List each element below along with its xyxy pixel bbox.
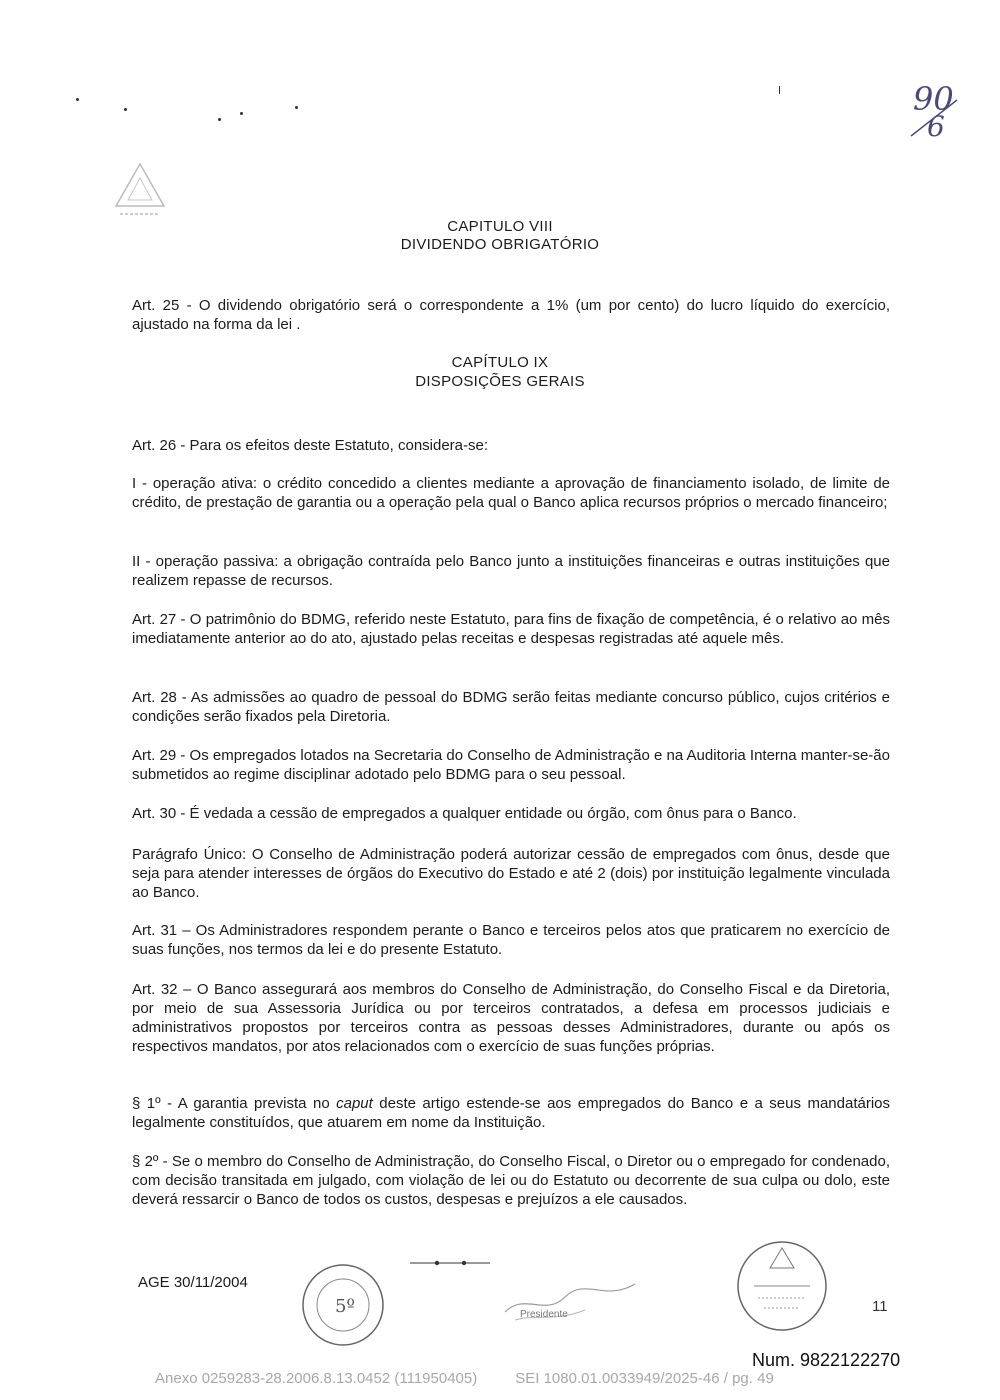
chapter-9-label: CAPÍTULO IX [451, 354, 549, 371]
signature-caption: Presidente [520, 1309, 568, 1320]
page-number: 11 [872, 1298, 888, 1315]
handwritten-folio-number [905, 80, 965, 150]
article-31: Art. 31 – Os Administradores respondem perante o Banco e terceiros pelos atos que praticarem no exercício de suas funções, nos termos da lei e do presente Estatuto. [132, 922, 890, 958]
stamp-left-text: 5º [335, 1296, 355, 1317]
chapter-8-title: DIVIDENDO OBRIGATÓRIO [400, 236, 600, 253]
section-separator [410, 1256, 490, 1268]
article-27: Art. 27 - O patrimônio do BDMG, referido neste Estatuto, para fins de fixação de competência, é o relativo ao mês imediatamente anterior ao do ato, ajustado pelas receitas e despesas registradas até aquele mês. [132, 611, 890, 647]
article-28: Art. 28 - As admissões ao quadro de pessoal do BDMG serão feitas mediante concurso público, cujos critérios e condições serão fixados pela Diretoria. [132, 689, 890, 725]
p1-before: § 1º - A garantia prevista no [132, 1095, 337, 1112]
p1-after: deste artigo estende-se aos empregados do Banco e a seus mandatários legalmente constituídos, que atuarem em nome da Instituição. [132, 1095, 890, 1131]
article-26-item-ii: II - operação passiva: a obrigação contraída pelo Banco junto a instituições financeiras e outras instituições que realizem repasse de recursos. [132, 553, 890, 589]
article-30: Art. 30 - É vedada a cessão de empregados a qualquer entidade ou órgão, com ônus para o Banco. [132, 805, 797, 822]
article-25: Art. 25 - O dividendo obrigatório será o correspondente a 1% (um por cento) do lucro líquido do exercício, ajustado na forma da lei . [132, 297, 890, 333]
p1-caput: caput [336, 1095, 373, 1112]
article-26-item-i: I - operação ativa: o crédito concedido a clientes mediante a aprovação de financiamento isolado, de limite de crédito, de prestação de garantia ou a operação pela qual o Banco aplica recursos próprios o mercado financeiro; [132, 475, 890, 511]
signature [495, 1272, 645, 1332]
article-26: Art. 26 - Para os efeitos deste Estatuto, considera-se: [132, 437, 489, 454]
folio-top: 90 [913, 80, 954, 118]
notary-seal-left [300, 1262, 386, 1348]
chapter-9-title: DISPOSIÇÕES GERAIS [415, 373, 585, 390]
footer-sei: SEI 1080.01.0033949/2025-46 / pg. 49 [515, 1370, 774, 1387]
footer-annex: Anexo 0259283-28.2006.8.13.0452 (111950405) [155, 1370, 478, 1387]
footer-reference [155, 1370, 774, 1387]
article-30-single-paragraph: Parágrafo Único: O Conselho de Administração poderá autorizar cessão de empregados com ônus, desde que seja para atender interesses de órgãos do Executivo do Estado e até 2 (dois) por instituição legalmente vinculada ao Banco. [132, 846, 890, 901]
folio-bottom: 6 [927, 110, 945, 143]
chapter-8-label: CAPITULO VIII [447, 218, 553, 235]
bank-logo [110, 160, 170, 220]
article-32-paragraph-1 [132, 1094, 890, 1132]
document-number: Num. 9822122270 [752, 1350, 901, 1370]
article-29: Art. 29 - Os empregados lotados na Secretaria do Conselho de Administração e na Auditoria Interna manter-se-ão submetidos ao regime disciplinar adotado pelo BDMG para o seu pessoal. [132, 747, 890, 783]
article-32: Art. 32 – O Banco assegurará aos membros do Conselho de Administração, do Conselho Fiscal e da Diretoria, por meio de sua Assessoria Jurídica ou por terceiros contratados, a defesa em processos judiciais e administrativos propostos por terceiros contra as pessoas desses Administradores, durante ou após os respectivos mandatos, por atos relacionados com o exercício de suas funções próprias. [132, 981, 890, 1055]
company-seal-right [734, 1238, 830, 1334]
article-32-paragraph-2: § 2º - Se o membro do Conselho de Administração, do Conselho Fiscal, o Diretor ou o empregado for condenado, com decisão transitada em julgado, com violação de lei ou do Estatuto ou decorrente de sua culpa ou dolo, este deverá ressarcir o Banco de todos os custos, despesas e prejuízos a ele causados. [132, 1153, 890, 1208]
assembly-date: AGE 30/11/2004 [138, 1274, 248, 1291]
